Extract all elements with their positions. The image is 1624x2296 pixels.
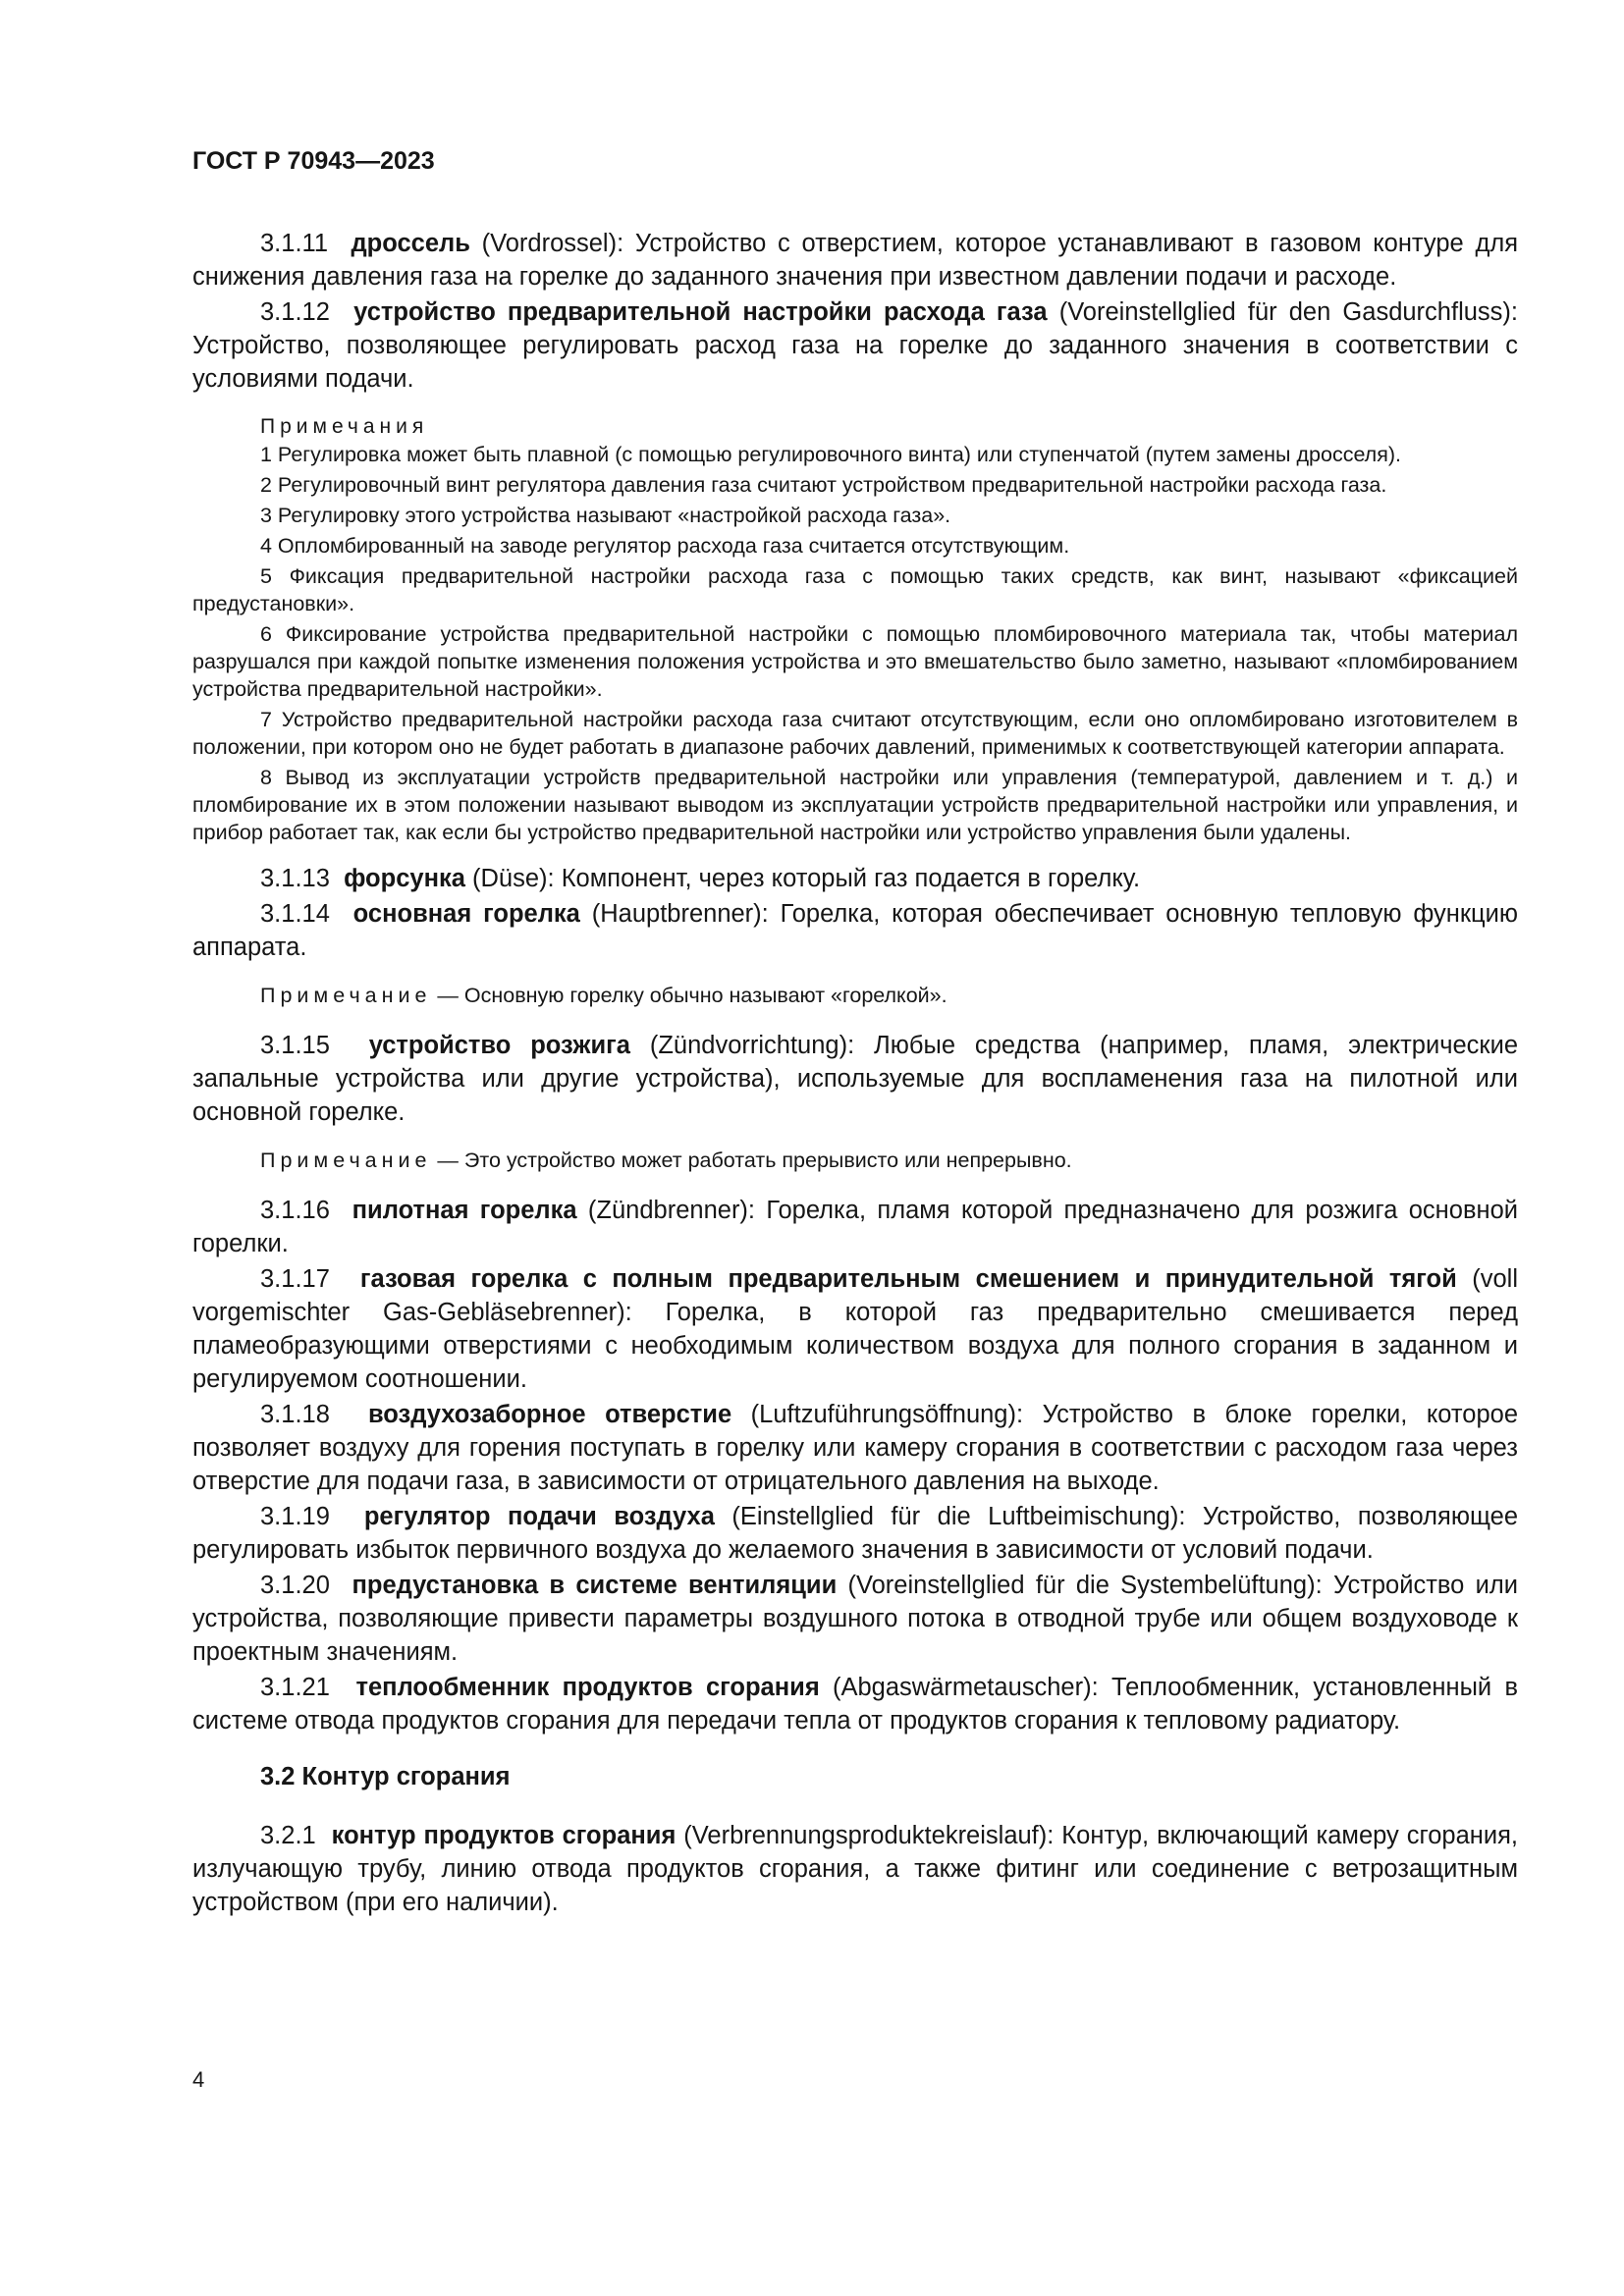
term-number: 3.1.16 <box>260 1197 330 1224</box>
term-definition: (Verbrennungsproduktekreislauf): Контур, включающий камеру сгорания, излучающую трубу, линию отвода продуктов сгорания, а также фитинг или соединение с ветрозащитным устройством (при его наличии). <box>192 1822 1519 1916</box>
term-definition: (Zündvorrichtung): Любые средства (например, пламя, электрические запальные устройства или другие устройства), используемые для воспламенения газа на пилотной или основной горелке. <box>192 1032 1519 1126</box>
term-number: 3.1.21 <box>260 1674 330 1701</box>
term-definition: (voll vorgemischter Gas-Gebläsebrenner): Горелка, в которой газ предварительно смешивается перед пламеобразующими отверстиями с необходимым количеством воздуха для полного сгорания в заданном и регулируемом соотношении. <box>192 1265 1519 1393</box>
note-text: — Это устройство может работать прерывисто или непрерывно. <box>431 1148 1072 1172</box>
term-name: регулятор подачи воздуха <box>363 1503 715 1530</box>
term-number: 3.1.12 <box>260 298 330 326</box>
notes-title: Примечания <box>260 415 429 438</box>
note-item: 5 Фиксация предварительной настройки расхода газа с помощью таких средств, как винт, называют «фиксацией предустановки». <box>192 564 1518 615</box>
term-number: 3.1.20 <box>260 1572 330 1599</box>
note-item: 2 Регулировочный винт регулятора давления газа считают устройством предварительной настройки расхода газа. <box>260 473 1387 497</box>
term-name: устройство розжига <box>368 1032 630 1059</box>
term-name: пилотная горелка <box>352 1197 577 1224</box>
term-3-1-12 <box>192 295 1518 396</box>
term-number: 3.1.14 <box>260 900 330 928</box>
term-definition: (Zündbrenner): Горелка, пламя которой предназначено для розжига основной горелки. <box>192 1197 1519 1257</box>
term-name: воздухозаборное отверстие <box>367 1401 732 1428</box>
term-number: 3.1.11 <box>260 230 329 257</box>
document-page <box>192 147 1518 1921</box>
term-3-2-1 <box>192 1819 1518 1919</box>
note-item: 3 Регулировку этого устройства называют «настройкой расхода газа». <box>260 504 951 527</box>
note-text: — Основную горелку обычно называют «горелкой». <box>431 984 947 1007</box>
term-3-1-18 <box>192 1398 1518 1498</box>
term-name: дроссель <box>351 230 470 257</box>
page-number: 4 <box>192 2067 205 2092</box>
term-definition: (Voreinstellglied für den Gasdurchfluss): Устройство, позволяющее регулировать расход газа на горелке до заданного значения в соответствии с условиями подачи. <box>192 298 1518 393</box>
note-item: 8 Вывод из эксплуатации устройств предварительной настройки или управления (температурой, давлением и т. д.) и пломбирование их в этом положении называют выводом из эксплуатации устройств предварительной настройки или управления, и прибор работает так, как если бы устройство предварительной настройки или устройство управления были удалены. <box>192 766 1518 844</box>
note-item: 6 Фиксирование устройства предварительной настройки с помощью пломбировочного материала так, чтобы материал разрушался при каждой попытке изменения положения устройства и это вмешательство было заметно, называют «пломбированием устройства предварительной настройки». <box>192 622 1518 701</box>
term-definition: (Vordrossel): Устройство с отверстием, которое устанавливают в газовом контуре для снижения давления газа на горелке до заданного значения при известном давлении подачи и расходе. <box>192 230 1519 291</box>
term-definition: (Düse): Компонент, через который газ подается в горелку. <box>464 865 1141 892</box>
term-name: устройство предварительной настройки расхода газа <box>353 298 1048 326</box>
term-name: теплообменник продуктов сгорания <box>355 1674 820 1701</box>
document-header: ГОСТ Р 70943—2023 <box>192 147 435 175</box>
term-number: 3.2.1 <box>260 1822 316 1849</box>
term-3-1-17 <box>192 1262 1518 1396</box>
term-3-1-21 <box>192 1671 1518 1737</box>
term-number: 3.1.18 <box>260 1401 330 1428</box>
term-3-1-15 <box>192 1029 1518 1129</box>
term-3-1-16 <box>192 1194 1518 1260</box>
term-3-1-14 <box>192 897 1518 964</box>
term-number: 3.1.15 <box>260 1032 330 1059</box>
term-3-1-19 <box>192 1500 1518 1567</box>
term-number: 3.1.17 <box>260 1265 330 1293</box>
section-3-2-title: 3.2 Контур сгорания <box>260 1763 511 1790</box>
note-lead: Примечание <box>260 1148 432 1172</box>
term-3-1-11 <box>192 227 1518 294</box>
term-definition: (Voreinstellglied für die Systembelüftung): Устройство или устройства, позволяющие привести параметры воздушного потока в отводной трубе или общем воздуховоде к проектным значениям. <box>192 1572 1519 1666</box>
term-number: 3.1.19 <box>260 1503 330 1530</box>
term-definition: (Einstellglied für die Luftbeimischung): Устройство, позволяющее регулировать избыток первичного воздуха до желаемого значения в зависимости от условий подачи. <box>192 1503 1518 1564</box>
note-ignition <box>192 1147 1518 1174</box>
note-item: 1 Регулировка может быть плавной (с помощью регулировочного винта) или ступенчатой (путем замены дросселя). <box>260 443 1402 466</box>
term-name: предустановка в системе вентиляции <box>352 1572 838 1599</box>
term-name: основная горелка <box>352 900 580 928</box>
note-item: 7 Устройство предварительной настройки расхода газа считают отсутствующим, если оно опломбировано изготовителем в положении, при котором оно не будет работать в диапазоне рабочих давлений, применимых к соответствующей категории аппарата. <box>192 708 1518 759</box>
note-item: 4 Опломбированный на заводе регулятор расхода газа считается отсутствующим. <box>260 534 1070 558</box>
note-lead: Примечание <box>260 984 432 1007</box>
term-name: газовая горелка с полным предварительным смешением и принудительной тягой <box>359 1265 1457 1293</box>
term-number: 3.1.13 <box>260 865 330 892</box>
term-name: контур продуктов сгорания <box>331 1822 677 1849</box>
term-name: форсунка <box>344 865 465 892</box>
term-definition: (Abgaswärmetauscher): Теплообменник, установленный в системе отвода продуктов сгорания для передачи тепла от продуктов сгорания к тепловому радиатору. <box>192 1674 1518 1735</box>
term-3-1-13 <box>192 862 1518 895</box>
term-definition: (Luftzuführungsöffnung): Устройство в блоке горелки, которое позволяет воздуху для горения поступать в горелку или камеру сгорания в соответствии с расходом газа через отверстие для подачи газа, в зависимости от отрицательного давления на выходе. <box>192 1401 1519 1495</box>
term-definition: (Hauptbrenner): Горелка, которая обеспечивает основную тепловую функцию аппарата. <box>192 900 1519 961</box>
term-3-1-20 <box>192 1569 1518 1669</box>
note-main-burner <box>192 982 1518 1009</box>
